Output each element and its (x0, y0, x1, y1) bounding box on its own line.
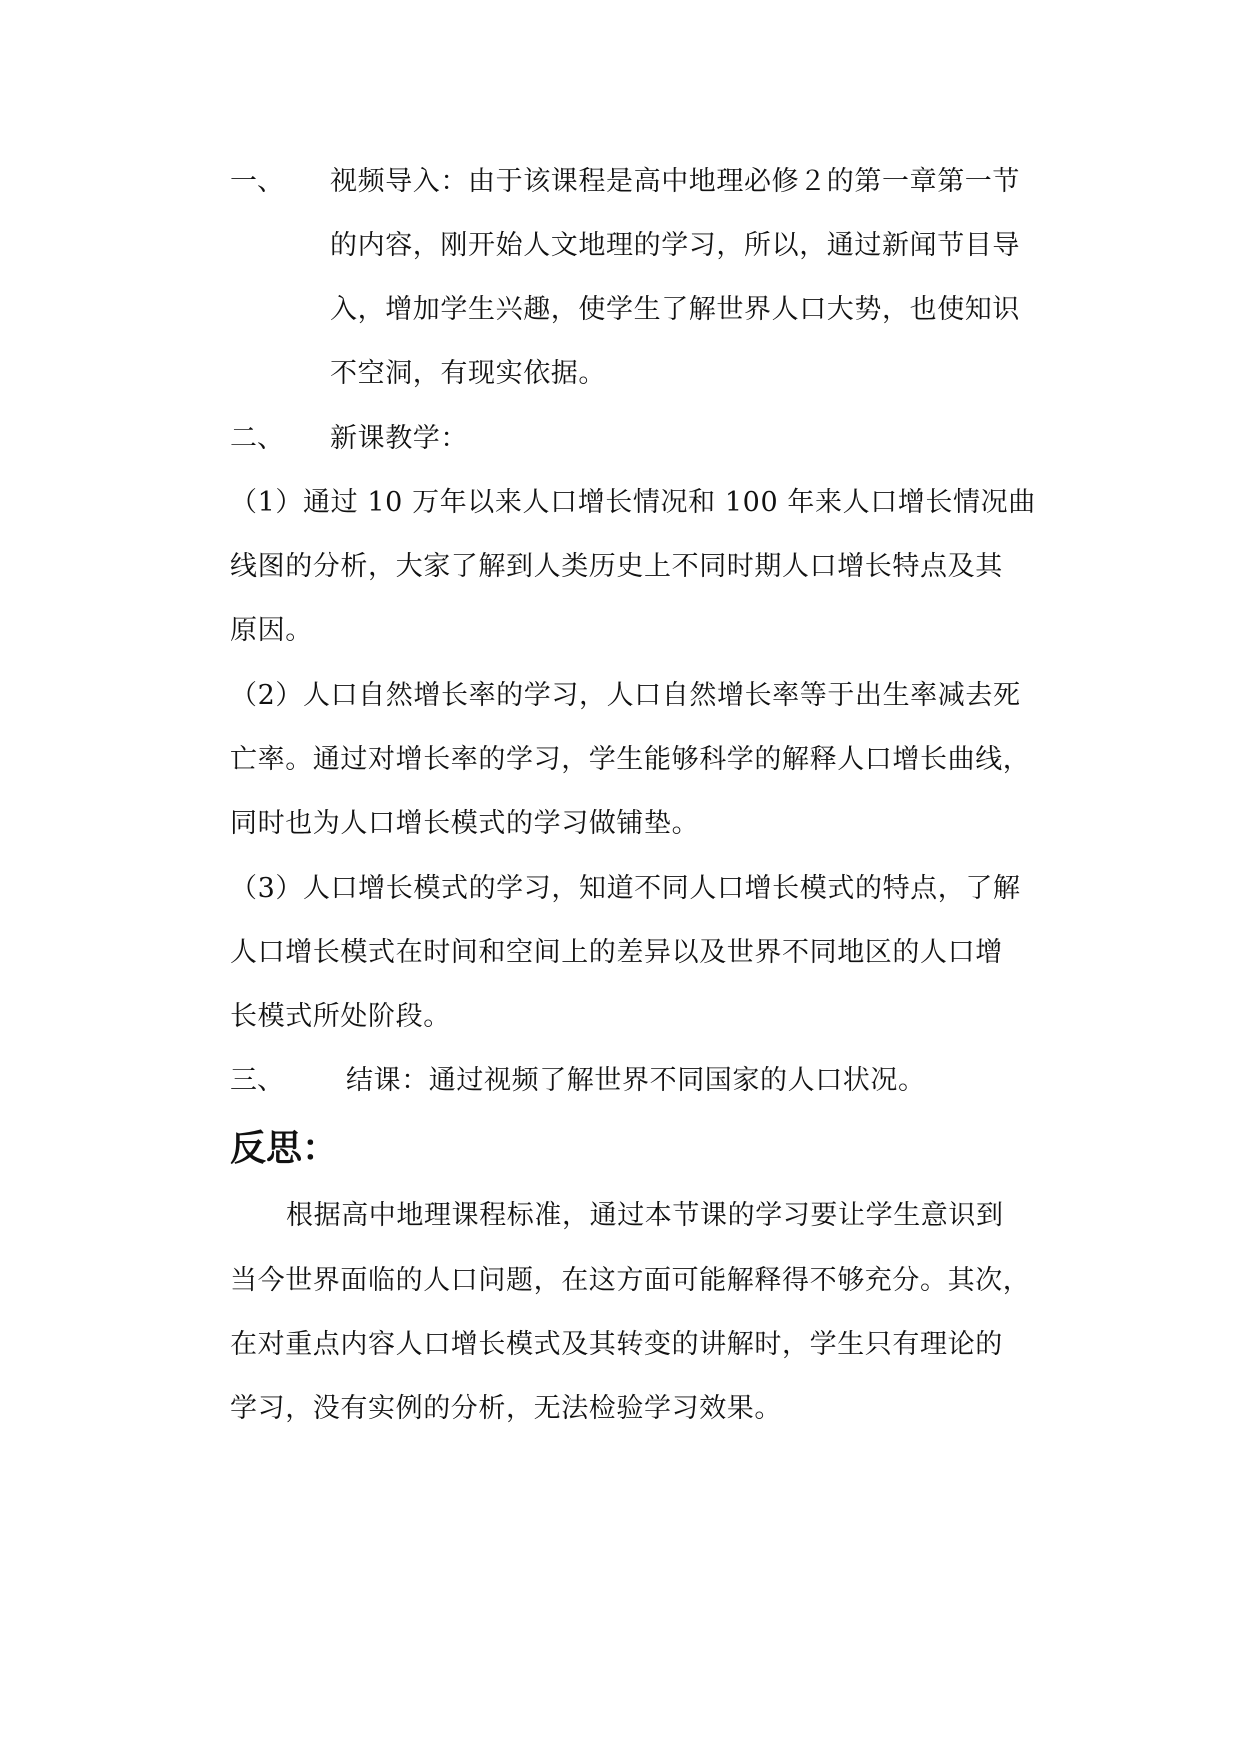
section-one-line-4: 不空洞，有现实依据。 (330, 358, 606, 389)
section-three-marker: 三、 (230, 1065, 284, 1096)
item-1-line-3: 原因。 (230, 615, 313, 646)
section-one-line-2: 的内容，刚开始人文地理的学习，所以，通过新闻节目导 (330, 230, 1020, 261)
section-two-title: 新课教学： (330, 423, 468, 454)
reflection-heading: 反思： (230, 1128, 339, 1169)
item-1-line-1: （1）通过 10 万年以来人口增长情况和 100 年来人口增长情况曲 (230, 487, 1036, 518)
item-3-line-3: 长模式所处阶段。 (230, 1001, 451, 1032)
item-2-line-2: 亡率。通过对增长率的学习，学生能够科学的解释人口增长曲线， (230, 744, 1031, 775)
item-3-line-1: （3）人口增长模式的学习，知道不同人口增长模式的特点，了解 (230, 873, 1021, 904)
item-3-line-2: 人口增长模式在时间和空间上的差异以及世界不同地区的人口增 (230, 937, 1003, 968)
reflection-line-1: 根据高中地理课程标准，通过本节课的学习要让学生意识到 (286, 1200, 1004, 1231)
item-2-line-1: （2）人口自然增长率的学习，人口自然增长率等于出生率减去死 (230, 680, 1021, 711)
section-one-line-3: 入，增加学生兴趣，使学生了解世界人口大势，也使知识 (330, 294, 1020, 325)
reflection-line-3: 在对重点内容人口增长模式及其转变的讲解时，学生只有理论的 (230, 1329, 1003, 1360)
item-1-line-2: 线图的分析，大家了解到人类历史上不同时期人口增长特点及其 (230, 551, 1003, 582)
item-2-line-3: 同时也为人口增长模式的学习做铺垫。 (230, 808, 700, 839)
reflection-line-2: 当今世界面临的人口问题，在这方面可能解释得不够充分。其次， (230, 1265, 1031, 1296)
reflection-line-4: 学习，没有实例的分析，无法检验学习效果。 (230, 1393, 782, 1424)
section-three-text: 结课：通过视频了解世界不同国家的人口状况。 (346, 1065, 926, 1096)
section-one-marker: 一、 (230, 166, 284, 197)
section-two-marker: 二、 (230, 423, 284, 454)
section-one-line-1: 视频导入：由于该课程是高中地理必修２的第一章第一节 (330, 166, 1020, 197)
